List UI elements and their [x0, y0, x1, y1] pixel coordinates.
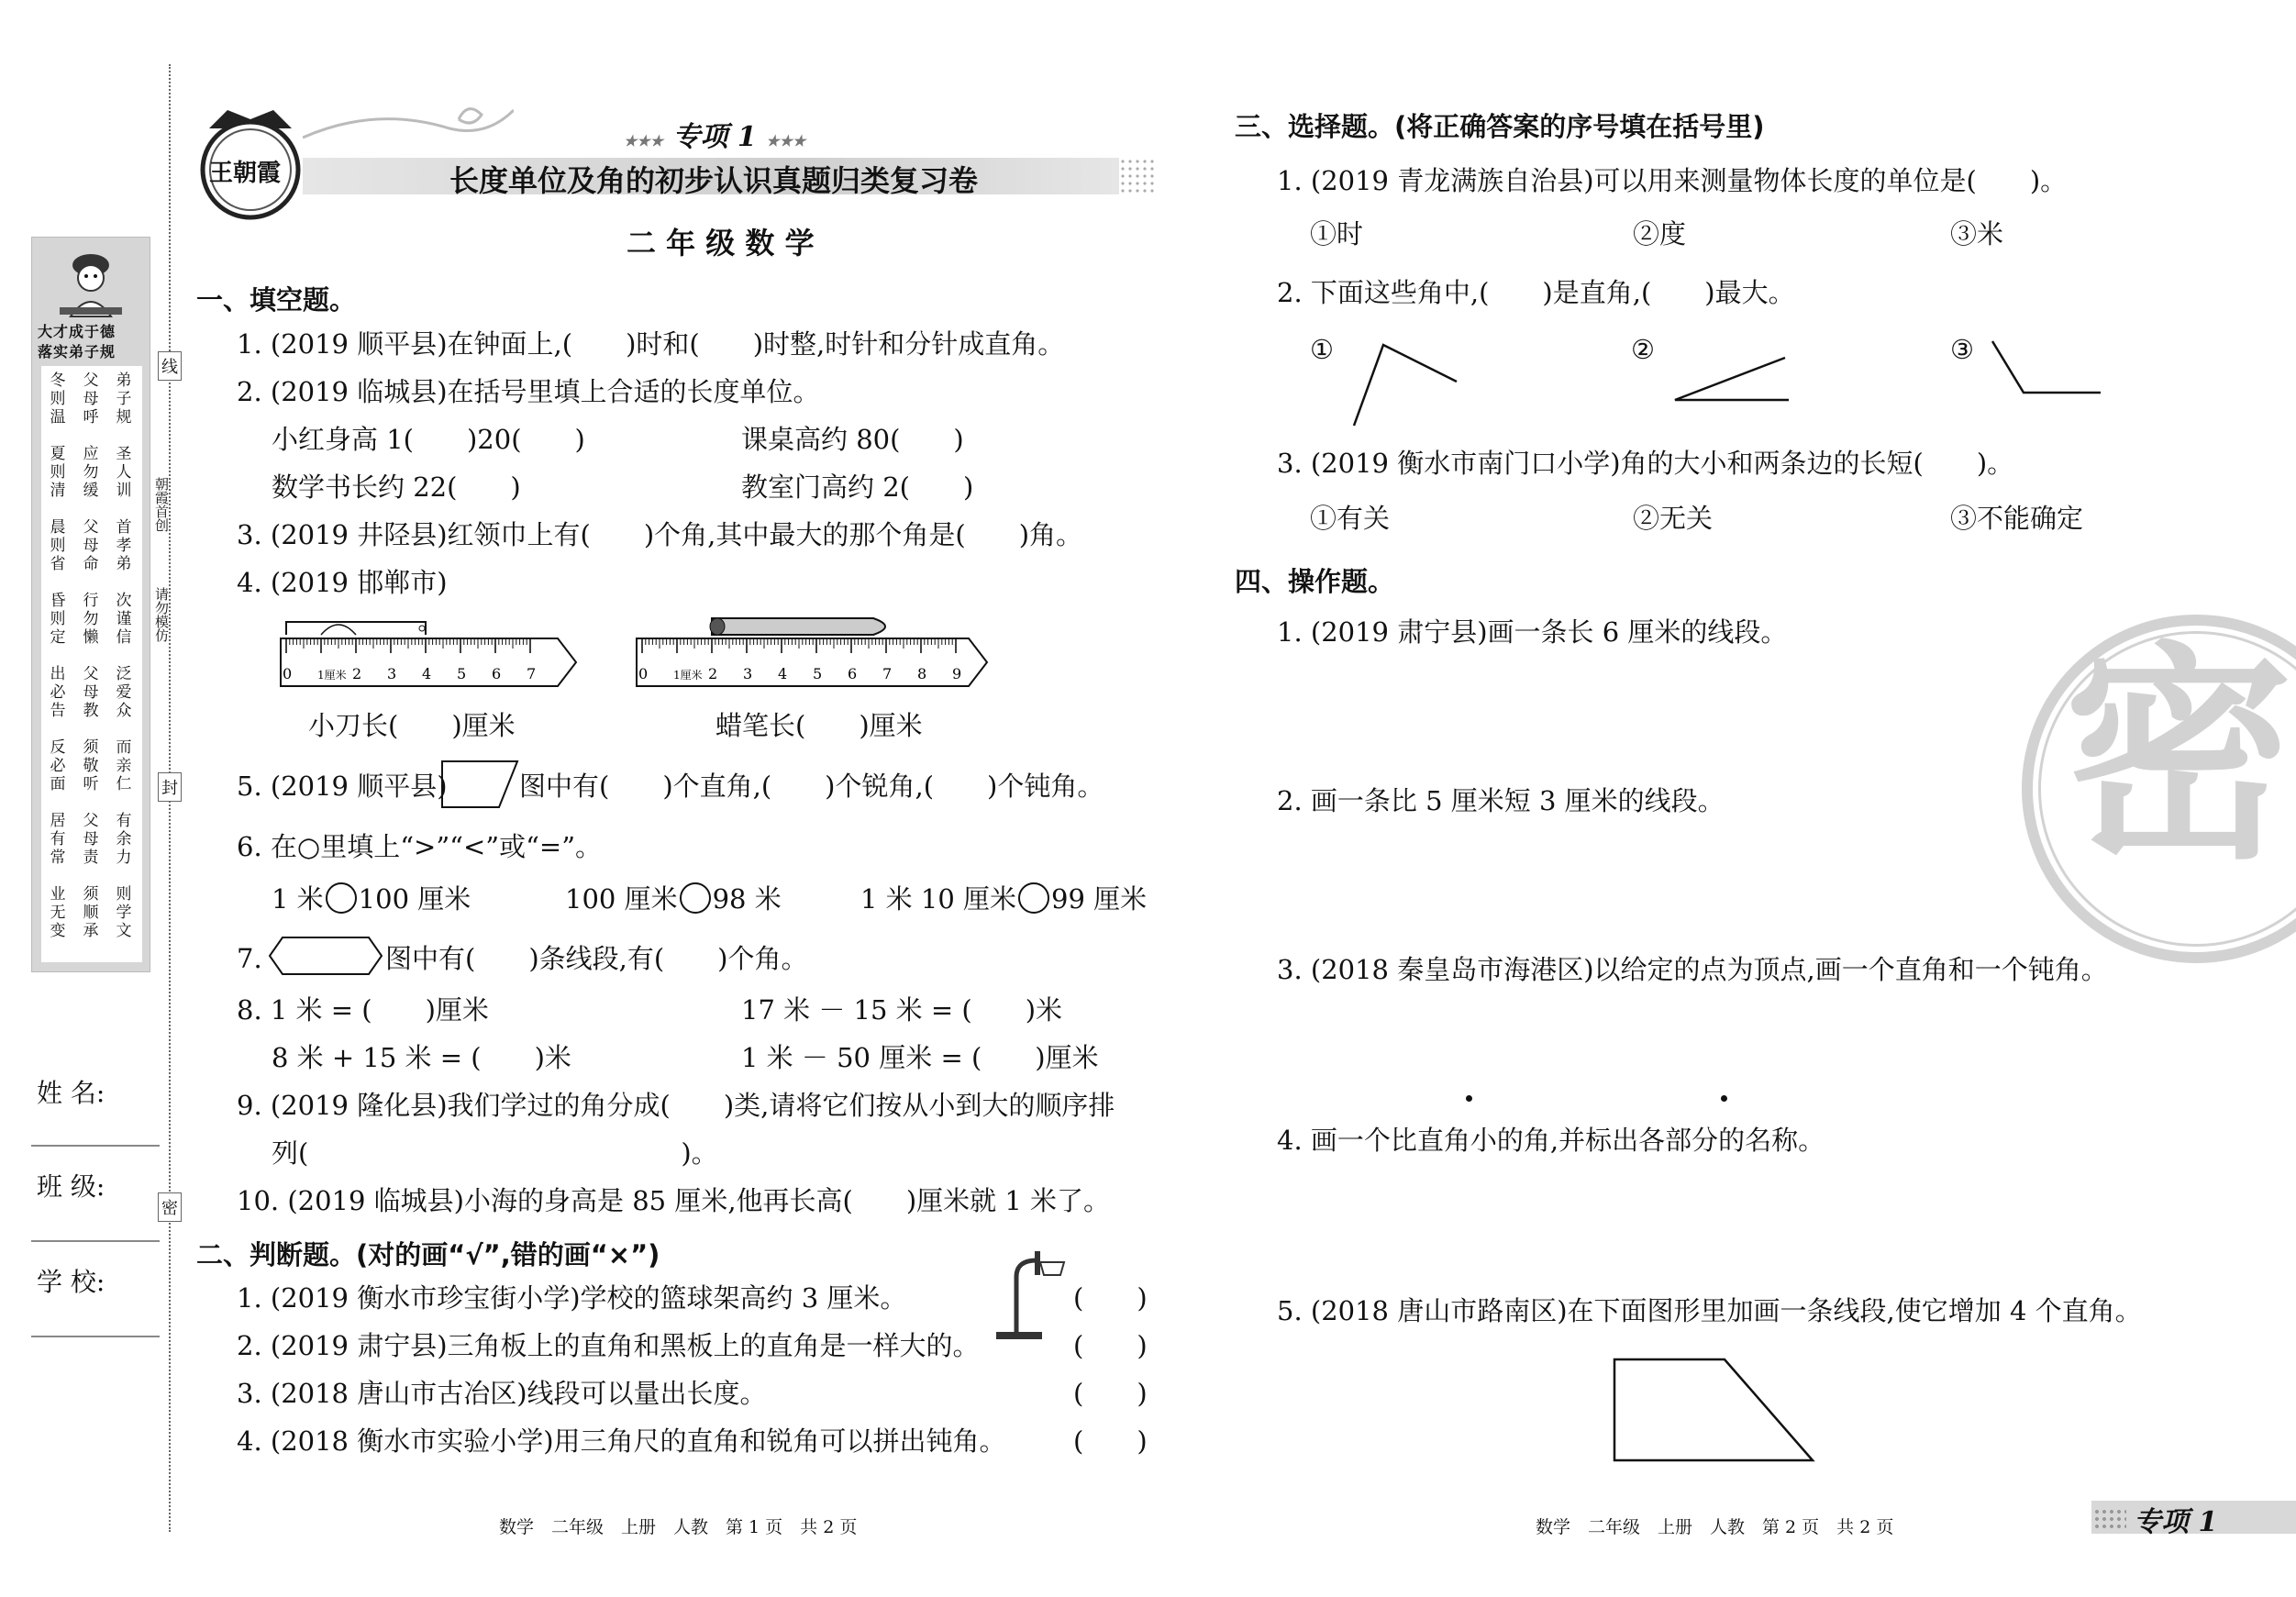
compare-circle[interactable] — [1018, 882, 1049, 914]
vertex-dot-1 — [1466, 1095, 1472, 1102]
motto-column: 居 有 常 — [50, 812, 66, 867]
class-label: 班 级: — [37, 1171, 105, 1202]
motto-column: 有 余 力 — [116, 812, 132, 867]
compare-right: 98 米 — [712, 883, 782, 915]
question-8b: 17 米 － 15 米 = ( )米 — [741, 994, 1063, 1026]
crayon-end-icon — [710, 618, 725, 635]
question-2d: 教室门高约 2( ) — [741, 471, 974, 503]
operation-1: 1. (2019 肃宁县)画一条长 6 厘米的线段。 — [1277, 616, 1788, 648]
ruler-crayon — [633, 613, 991, 690]
crayon-icon — [712, 618, 885, 635]
motto-column: 晨 则 省 — [50, 518, 66, 573]
question-8a: 8. 1 米 = ( )厘米 — [237, 994, 489, 1026]
page-subtitle: 二 年 级 数 学 — [627, 226, 815, 261]
compare-left: 1 米 — [272, 883, 324, 915]
motto-column: 行 勿 懒 — [83, 592, 99, 647]
draw-area-2[interactable] — [1277, 829, 2102, 948]
motto-column: 父 母 命 — [83, 518, 99, 573]
ruler-tick-label: 0 — [638, 665, 649, 682]
draw-area-1[interactable] — [1277, 660, 2102, 771]
motto-column: 弟 子 规 — [116, 372, 132, 427]
motto-column: 首 孝 弟 — [116, 518, 132, 573]
question-2b: 课桌高约 80( ) — [741, 424, 964, 455]
operation-3: 3. (2018 秦皇岛市海港区)以给定的点为顶点,画一个直角和一个钝角。 — [1277, 954, 2108, 985]
operation-5: 5. (2018 唐山市路南区)在下面图形里加画一条线段,使它增加 4 个直角。 — [1277, 1295, 2142, 1326]
motto-panel — [31, 237, 150, 972]
choice-1c: ③米 — [1950, 218, 2004, 250]
compare-circle[interactable] — [326, 882, 357, 914]
motto-column: 业 无 变 — [50, 885, 66, 940]
motto-grid — [41, 366, 142, 962]
motto-column: 父 母 教 — [83, 665, 99, 720]
star-icon: ★★★ — [766, 132, 806, 150]
question-6c — [860, 882, 1147, 915]
ruler-tick-label: 6 — [848, 665, 858, 682]
knife-rivet-icon — [419, 626, 425, 631]
question-8c: 8 米 + 15 米 = ( )米 — [272, 1042, 571, 1073]
question-6a — [272, 882, 471, 915]
motto-column: 出 必 告 — [50, 665, 66, 720]
question-2a: 小红身高 1( )20( ) — [272, 424, 585, 455]
knife-handle-icon — [321, 625, 356, 635]
question-4: 4. (2019 邯郸市) — [237, 567, 448, 598]
badge-text: 专项 1 — [672, 121, 757, 153]
ruler-knife — [277, 613, 580, 690]
ruler-tick-label: 3 — [387, 665, 397, 682]
ruler-tick-label: 0 — [283, 665, 293, 682]
compare-right: 99 厘米 — [1051, 883, 1148, 915]
compare-circle[interactable] — [680, 882, 711, 914]
operation-2: 2. 画一条比 5 厘米短 3 厘米的线段。 — [1277, 785, 1725, 816]
question-1: 1. (2019 顺平县)在钟面上,( )时和( )时整,时针和分针成直角。 — [237, 328, 1065, 360]
trapezoid-figure[interactable] — [1611, 1356, 1818, 1464]
judge-4: 4. (2018 衡水市实验小学)用三角尺的直角和锐角可以拼出钝角。 — [237, 1425, 1006, 1457]
question-4b: 蜡笔长( )厘米 — [715, 710, 923, 741]
choice-3a: ①有关 — [1310, 503, 1391, 534]
question-3: 3. (2019 井陉县)红领巾上有( )个角,其中最大的那个角是( )角。 — [237, 519, 1083, 550]
question-9-cont: 列( )。 — [272, 1137, 718, 1169]
motto-column: 而 亲 仁 — [116, 738, 132, 793]
question-6: 6. 在○里填上“>”“<”或“=”。 — [237, 831, 603, 862]
choice-3: 3. (2019 衡水市南门口小学)角的大小和两条边的长短( )。 — [1277, 448, 2014, 479]
corner-dots — [2093, 1508, 2126, 1530]
motto-line-2: 落实弟子规 — [38, 343, 116, 360]
school-label: 学 校: — [37, 1267, 105, 1297]
compare-left: 100 厘米 — [565, 883, 678, 915]
ruler-tick-label: 3 — [743, 665, 753, 682]
judge-2: 2. (2019 肃宁县)三角板上的直角和黑板上的直角是一样大的。 — [237, 1330, 980, 1361]
choice-1b: ②度 — [1633, 218, 1687, 250]
ruler-tick-label: 2 — [708, 665, 718, 682]
judge-4-answer[interactable]: ( ) — [1073, 1425, 1148, 1457]
question-4a: 小刀长( )厘米 — [308, 710, 516, 741]
ruler-tick-label: 7 — [882, 665, 893, 682]
star-icon: ★★★ — [624, 132, 664, 150]
section-true-false: 二、判断题。(对的画“√”,错的画“×”) — [196, 1239, 660, 1270]
question-5: 图中有( )个直角,( )个锐角,( )个钝角。 — [519, 771, 1104, 802]
section-choice: 三、选择题。(将正确答案的序号填在括号里) — [1235, 111, 1765, 142]
ruler-tick-label: 2 — [352, 665, 362, 682]
question-8d: 1 米 － 50 厘米 = ( )厘米 — [741, 1042, 1099, 1073]
choice-2: 2. 下面这些角中,( )是直角,( )最大。 — [1277, 277, 1795, 308]
section-operation: 四、操作题。 — [1235, 566, 1395, 597]
motto-column: 应 勿 缓 — [83, 445, 99, 500]
ruler-tick-label: 5 — [813, 665, 823, 682]
angle-figure-3 — [1987, 336, 2106, 400]
judge-1-answer[interactable]: ( ) — [1073, 1282, 1148, 1314]
page-title: 长度单位及角的初步认识真题归类复习卷 — [449, 163, 979, 198]
question-6b — [565, 882, 782, 915]
school-line[interactable] — [31, 1336, 160, 1337]
motto-column: 冬 则 温 — [50, 372, 66, 427]
choice-3c: ③不能确定 — [1950, 503, 2084, 534]
brand-logo-text: 王朝霞 — [209, 160, 282, 187]
question-2c: 数学书长约 22( ) — [272, 471, 521, 503]
question-2: 2. (2019 临城县)在括号里填上合适的长度单位。 — [237, 376, 820, 407]
binding-note-2: 请勿模仿 — [153, 587, 170, 642]
binding-mark-2: 封 — [158, 772, 182, 802]
choice-2a: ① — [1310, 334, 1334, 365]
corner-badge: 专项 1 — [2134, 1506, 2218, 1538]
confidential-seal-text: 密 — [2064, 623, 2293, 890]
question-10: 10. (2019 临城县)小海的身高是 85 厘米,他再长高( )厘米就 1 米了。 — [237, 1185, 1111, 1216]
question-5-prefix: 5. (2019 顺平县) — [237, 771, 448, 802]
motto-column: 须 顺 承 — [83, 885, 99, 940]
motto-column: 父 母 责 — [83, 812, 99, 867]
hexagon-figure — [266, 934, 385, 978]
compare-right: 100 厘米 — [358, 883, 471, 915]
binding-note-1: 朝霞首创 — [153, 477, 170, 532]
footer-left: 数学 二年级 上册 人教 第 1 页 共 2 页 — [499, 1517, 858, 1537]
judge-1: 1. (2019 衡水市珍宝街小学)学校的篮球架高约 3 厘米。 — [237, 1282, 907, 1314]
title-band-dots — [1119, 158, 1156, 194]
motto-column: 则 学 文 — [116, 885, 132, 940]
motto-column: 反 必 面 — [50, 738, 66, 793]
choice-2c: ③ — [1950, 334, 1974, 365]
ruler-tick-label: 9 — [952, 665, 962, 682]
section-fill-blank: 一、填空题。 — [196, 284, 357, 316]
ruler-tick-label: 4 — [778, 665, 788, 682]
motto-line-1: 大才成于德 — [38, 323, 116, 340]
ruler-tick-label: 6 — [492, 665, 502, 682]
motto-column: 圣 人 训 — [116, 445, 132, 500]
ruler-tick-label: 4 — [422, 665, 432, 682]
footer-right: 数学 二年级 上册 人教 第 2 页 共 2 页 — [1536, 1517, 1894, 1537]
vertex-dot-2 — [1721, 1095, 1727, 1102]
operation-4: 4. 画一个比直角小的角,并标出各部分的名称。 — [1277, 1125, 1825, 1156]
judge-3-answer[interactable]: ( ) — [1073, 1378, 1148, 1409]
ruler-tick-label: 5 — [457, 665, 467, 682]
angle-figure-2 — [1669, 352, 1798, 407]
motto-column: 父 母 呼 — [83, 372, 99, 427]
question-7-prefix: 7. — [237, 943, 262, 974]
header-badge — [624, 114, 805, 154]
choice-1: 1. (2019 青龙满族自治县)可以用来测量物体长度的单位是( )。 — [1277, 165, 2068, 196]
ruler-tick-label: 1厘米 — [317, 669, 347, 682]
ruler-tick-label: 1厘米 — [673, 669, 703, 682]
name-label: 姓 名: — [37, 1078, 105, 1108]
motto-column: 昏 则 定 — [50, 592, 66, 647]
question-7: 图中有( )条线段,有( )个角。 — [385, 943, 808, 974]
ruler-tick-label: 8 — [917, 665, 927, 682]
judge-2-answer[interactable]: ( ) — [1073, 1330, 1148, 1361]
motto-column: 次 谨 信 — [116, 592, 132, 647]
choice-2b: ② — [1631, 334, 1655, 365]
binding-mark-1: 线 — [158, 351, 182, 381]
compare-left: 1 米 10 厘米 — [860, 883, 1017, 915]
question-9: 9. (2019 隆化县)我们学过的角分成( )类,请将它们按从小到大的顺序排 — [237, 1090, 1115, 1121]
ruler-tick-label: 7 — [527, 665, 537, 682]
ribbon-decoration — [303, 101, 514, 156]
draw-area-4[interactable] — [1277, 1169, 2102, 1288]
class-line[interactable] — [31, 1240, 160, 1242]
basketball-hoop-icon — [982, 1249, 1073, 1341]
name-line[interactable] — [31, 1145, 160, 1147]
scholar-figure-icon — [50, 245, 131, 318]
motto-column: 泛 爱 众 — [116, 665, 132, 720]
parallelogram-figure — [438, 758, 521, 811]
angle-figure-1 — [1348, 339, 1468, 431]
knife-icon — [286, 622, 426, 635]
choice-1a: ①时 — [1310, 218, 1364, 250]
motto-column: 夏 则 清 — [50, 445, 66, 500]
judge-3: 3. (2018 唐山市古冶区)线段可以量出长度。 — [237, 1378, 767, 1409]
motto-column: 须 敬 听 — [83, 738, 99, 793]
binding-mark-3: 密 — [158, 1192, 182, 1222]
choice-3b: ②无关 — [1633, 503, 1714, 534]
